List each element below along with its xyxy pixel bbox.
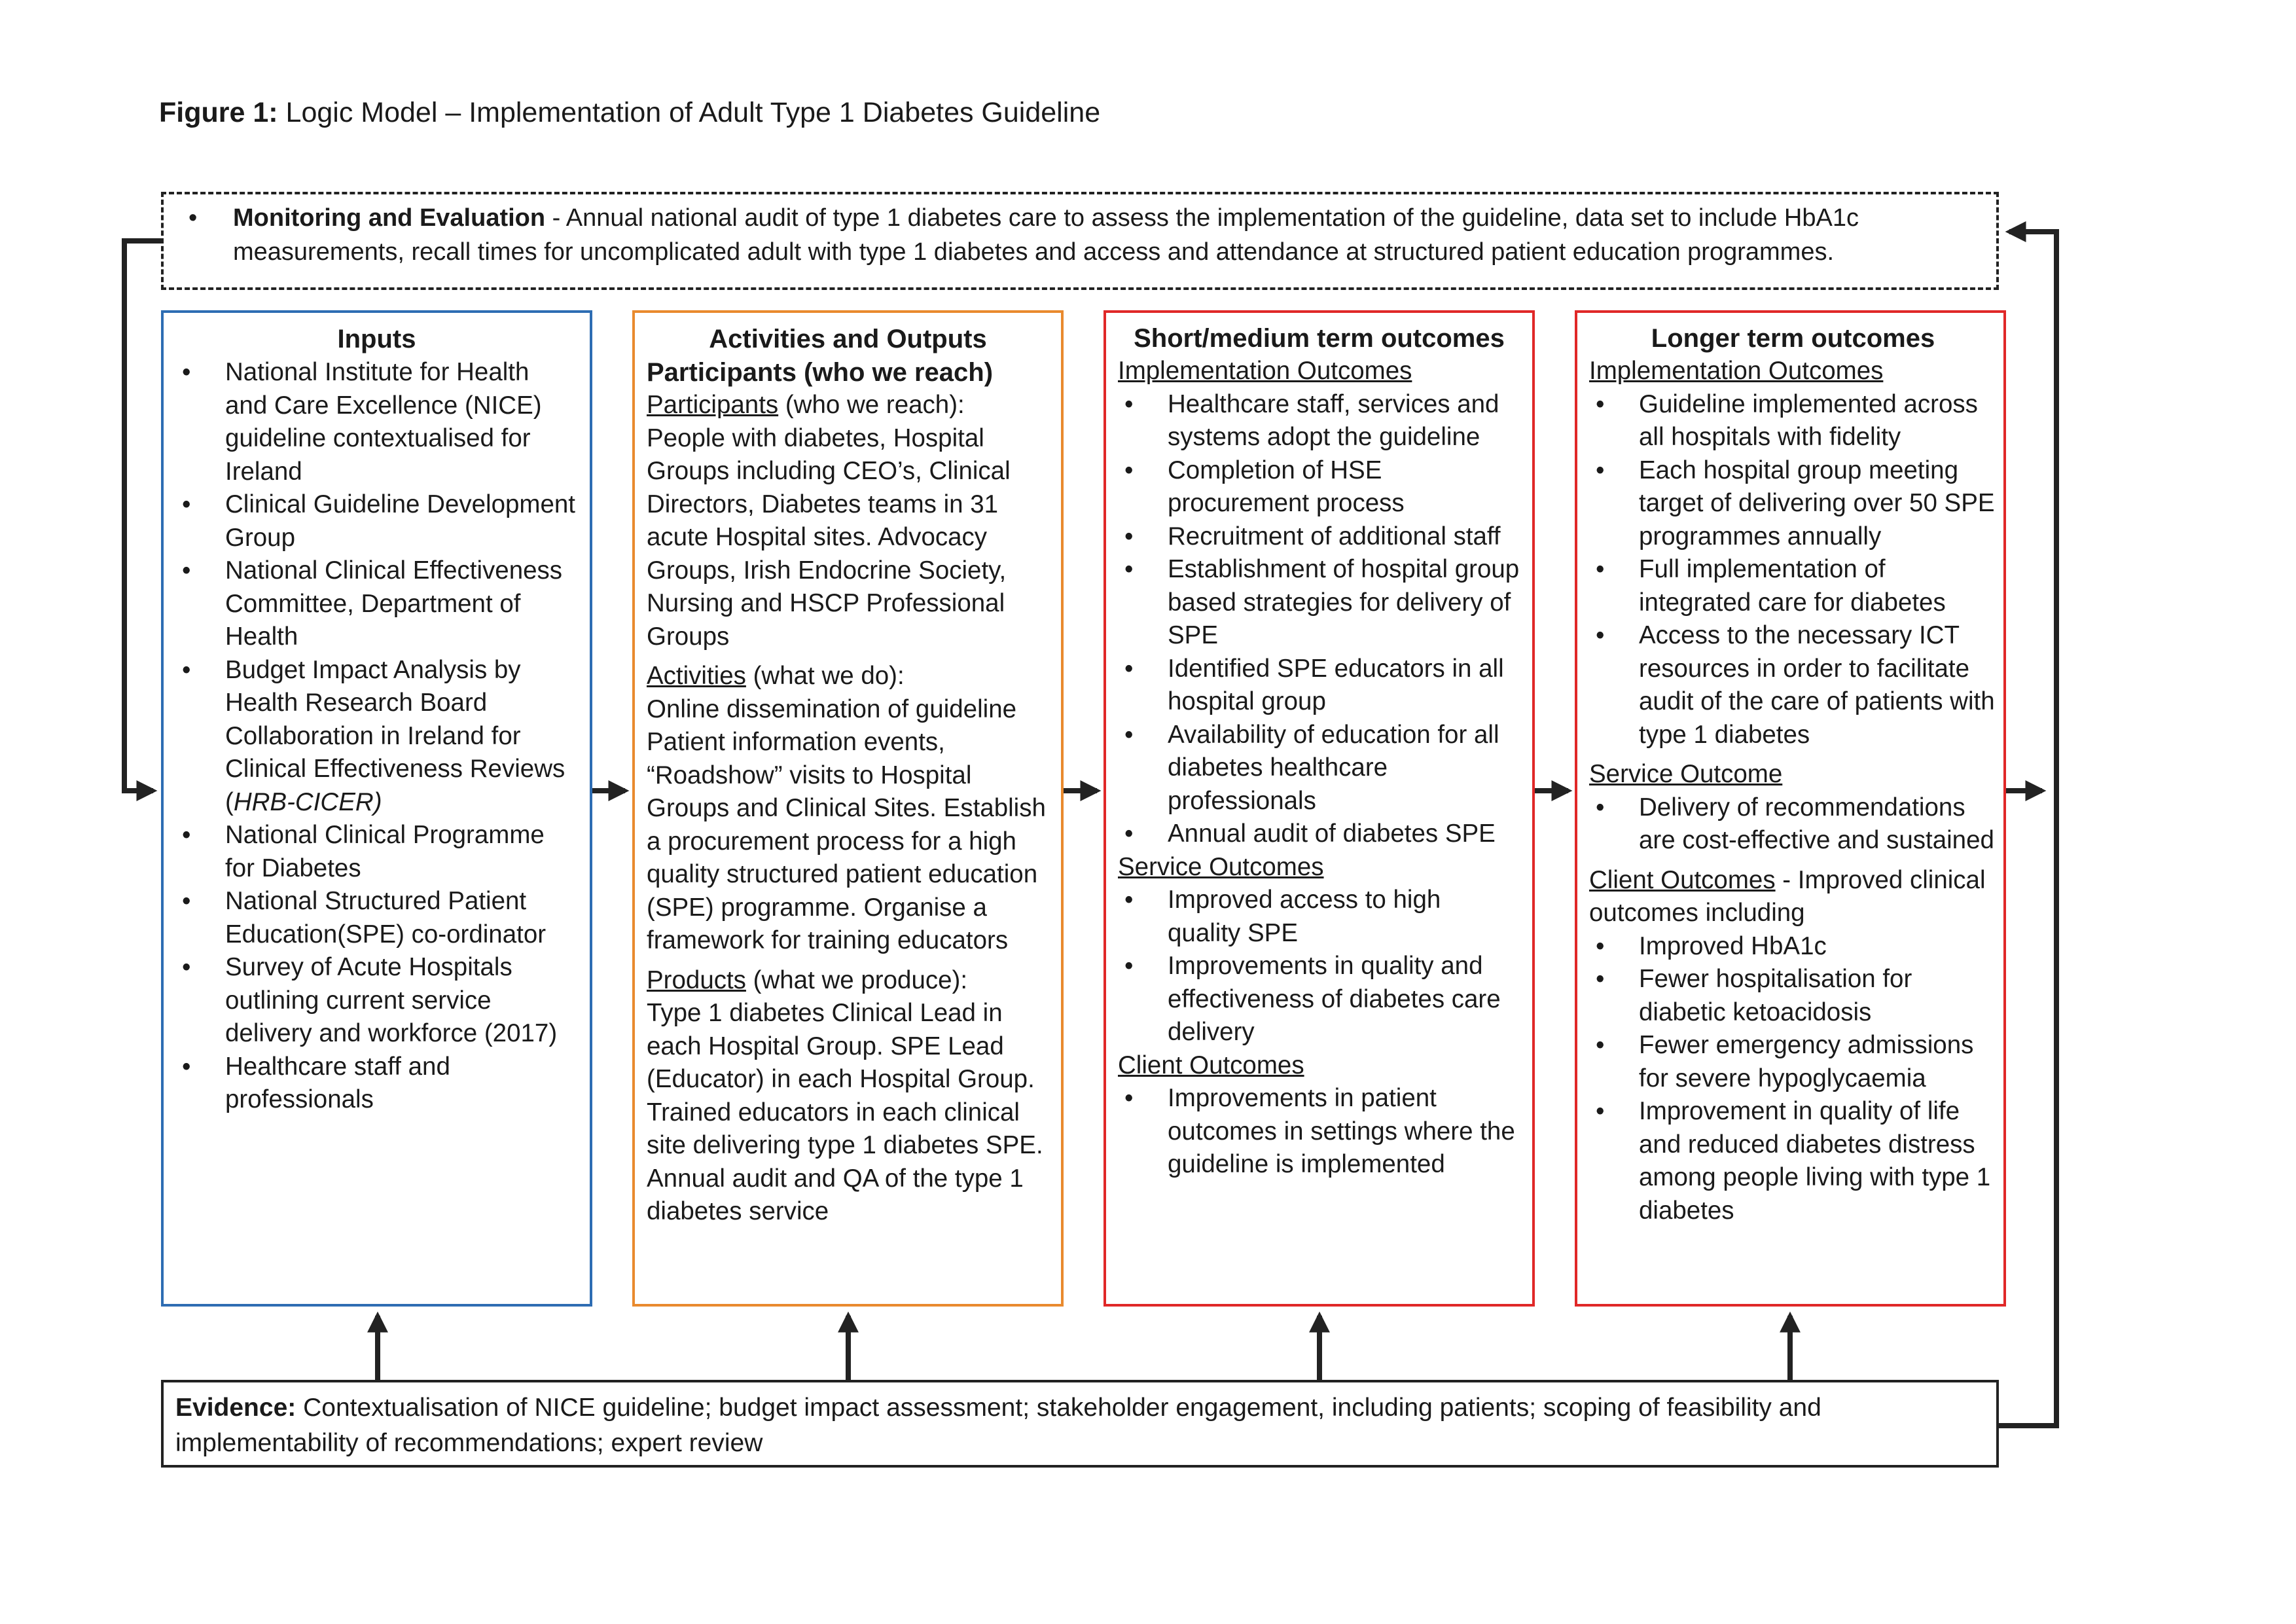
service-outcome-list [1589,791,1997,857]
list-item: • Completion of HSE procurement process [1118,454,1520,520]
inputs-list [175,356,578,1117]
list-item: • Fewer hospitalisation for diabetic ketoacidosis [1589,963,1997,1029]
products-label: Products [647,965,746,994]
list-item: • Improvements in patient outcomes in settings where the guideline is implemented [1118,1082,1520,1182]
list-item: • Improvements in quality and effectiveness of diabetes care delivery [1118,950,1520,1049]
monitoring-label: Monitoring and Evaluation [233,204,546,232]
implementation-outcomes-list [1118,388,1520,851]
client-outcomes-list [1118,1082,1520,1182]
list-item: • Recruitment of additional staff [1118,520,1520,554]
list-item: • Access to the necessary ICT resources in order to facilitate audit of the care of patients with type 1 diabetes [1589,619,1997,751]
figure-caption: Logic Model – Implementation of Adult Type 1 Diabetes Guideline [278,97,1101,128]
list-item: • Improved HbA1c [1589,930,1997,964]
products-suffix: (what we produce): [745,965,968,994]
list-item: • Annual audit of diabetes SPE [1118,818,1520,851]
long-term-heading: Longer term outcomes [1651,324,1935,353]
list-item: • Healthcare staff and professionals [175,1051,578,1117]
arrow-evidence-to-monitoring [1999,232,2056,1426]
short-term-outcomes-box [1103,310,1535,1307]
participants-label: Participants [647,391,779,419]
list-item: • Full implementation of integrated care for diabetes [1589,553,1997,619]
client-outcomes-heading [1589,864,1997,930]
list-item: • Healthcare staff, services and systems adopt the guideline [1118,388,1520,454]
activities-subheading: Participants (who we reach) [647,358,994,387]
participants-suffix: (who we reach): [778,391,965,419]
hrb-cicer-text: HRB-CICER) [233,787,382,816]
arrow-monitoring-to-inputs [124,241,161,791]
list-item: • National Clinical Effectiveness Committee, Department of Health [175,554,578,654]
evidence-text: Contextualisation of NICE guideline; budget impact assessment; stakeholder engagement, including patients; scoping of feasibility and implementability of recommendations; expert review [175,1394,1821,1457]
long-term-outcomes-box [1575,310,2006,1307]
service-outcome-label: Service Outcome [1589,760,1783,788]
list-item [175,654,578,820]
list-item: • Each hospital group meeting target of delivering over 50 SPE programmes annually [1589,454,1997,554]
list-item: • Guideline implemented across all hospitals with fidelity [1589,388,1997,454]
activities-outputs-box [632,310,1064,1307]
participants-section [647,389,1049,653]
budget-impact-text: Budget Impact Analysis by Health Research Board Collaboration in Ireland for Clinical Effectiveness Reviews ( [225,655,565,816]
products-text: Type 1 diabetes Clinical Lead in each Hospital Group. SPE Lead (Educator) in each Hospital Group. Trained educators in each clinical site delivering type 1 diabetes SPE. Annual audit and QA of the type 1 diabetes service [647,999,1043,1225]
client-outcomes-suffix: - Improved clinical outcomes including [1589,865,1986,927]
monitoring-description: - Annual national audit of type 1 diabetes care to assess the implementation of the guideline, data set to include HbA1c measurements, recall times for uncomplicated adult with type 1 diabetes and access and attendance at structured patient education programmes. [233,204,1859,266]
short-term-heading: Short/medium term outcomes [1134,324,1505,353]
list-item: • Delivery of recommendations are cost-effective and sustained [1589,791,1997,857]
list-item: • Improved access to high quality SPE [1118,884,1520,950]
service-outcomes-label: Service Outcomes [1118,852,1324,881]
list-item: • National Structured Patient Education(SPE) co-ordinator [175,885,578,951]
list-item: • Fewer emergency admissions for severe hypoglycaemia [1589,1029,1997,1095]
client-outcomes-label: Client Outcomes [1118,1051,1304,1079]
activities-suffix: (what we do): [745,662,905,690]
client-outcomes-label: Client Outcomes [1589,865,1776,894]
implementation-outcomes-label: Implementation Outcomes [1589,357,1884,385]
products-section [647,964,1049,1229]
activities-label: Activities [647,662,746,690]
list-item: • Identified SPE educators in all hospital group [1118,653,1520,719]
activities-heading: Activities and Outputs [709,325,987,353]
evidence-label: Evidence: [175,1394,296,1422]
list-item: • Availability of education for all diabetes healthcare professionals [1118,719,1520,818]
list-item: • National Clinical Programme for Diabetes [175,819,578,885]
list-item: • Improvement in quality of life and reduced diabetes distress among people living with type 1 diabetes [1589,1095,1997,1227]
activities-text: Online dissemination of guideline Patient information events, “Roadshow” visits to Hospital Groups and Clinical Sites. Establish a procurement process for a high quality structured patient education (SPE) programme. Organise a framework for training educators [647,695,1046,954]
figure-title [159,97,1100,129]
implementation-outcomes-label: Implementation Outcomes [1118,357,1412,385]
figure-label: Figure 1: [159,97,278,128]
service-outcomes-list [1118,884,1520,1049]
participants-text: People with diabetes, Hospital Groups including CEO’s, Clinical Directors, Diabetes teams in 31 acute Hospital sites. Advocacy Groups, Irish Endocrine Society, Nursing and HSCP Professional Groups [647,424,1011,651]
activities-section [647,660,1049,958]
list-item: • National Institute for Health and Care Excellence (NICE) guideline contextualised for Ireland [175,356,578,488]
bullet: • [188,204,198,232]
list-item: • Clinical Guideline Development Group [175,488,578,554]
inputs-box [161,310,592,1307]
monitoring-evaluation-box [161,192,1999,290]
evidence-box [161,1380,1999,1468]
client-outcomes-list [1589,930,1997,1228]
inputs-heading: Inputs [337,325,416,353]
list-item: • Establishment of hospital group based strategies for delivery of SPE [1118,553,1520,653]
implementation-outcomes-list [1589,388,1997,752]
list-item: • Survey of Acute Hospitals outlining current service delivery and workforce (2017) [175,951,578,1051]
monitoring-text [233,201,1984,269]
